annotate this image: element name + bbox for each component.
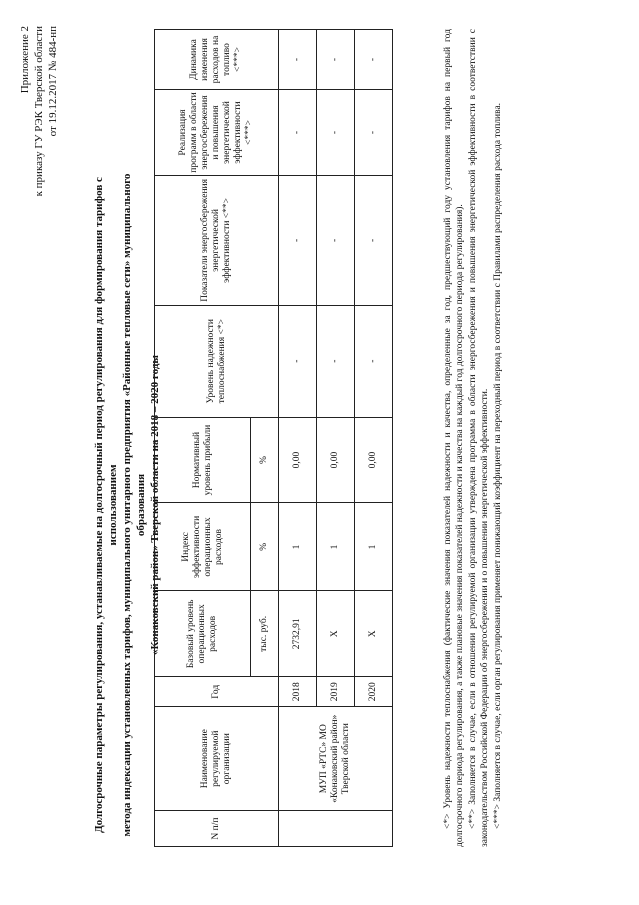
header-num: N п/п (155, 811, 279, 847)
document-title (92, 145, 162, 865)
footnote-3: <***> Заполняется в случае, если орган регулирования применяет понижающий коэффициент на переходный период в соответствии с Правилами распределения расхода топлива. (493, 102, 503, 829)
table-row (279, 30, 317, 847)
appendix-number: Приложение 2 (19, 26, 31, 94)
footnote-2: <**> Заполняется в случае, если в отношении регулируемой организации утверждена программа в области энергосбережения и повышения энергетической эффективности в соответствии с законодательством Российской Федерации об энергосбережении и о повышении энергетической эффективности. (468, 29, 490, 847)
footnote-1: <*> Уровень надежности теплоснабжения (фактические значения показателей надежности и качества, определенные за год, предшествующий году установления тарифов на первый год долгосрочного периода регулирования, а также плановые значения показателей надежности и качества на каждый год долгосрочного периода регулирования). (443, 29, 465, 847)
header-base: Базовый уровень операционных расходов (155, 591, 251, 677)
cell-index: 1 (279, 503, 317, 591)
cell-fuel: - (317, 30, 355, 90)
cell-base: 2732,91 (279, 591, 317, 677)
header-profit: Нормативный уровень прибыли (155, 417, 251, 503)
cell-reliability: - (355, 305, 393, 417)
cell-num (279, 811, 393, 847)
cell-reliability: - (279, 305, 317, 417)
cell-year: 2019 (317, 677, 355, 707)
title-line-3: «Конаковский район» Тверской области на 2018 – 2020 годы (149, 355, 161, 656)
cell-index: 1 (355, 503, 393, 591)
header-program: Реализация программ в области энергосбережения и повышения энергетической эффективности <***> (155, 90, 279, 176)
header-reliability: Уровень надежности теплоснабжения <*> (155, 305, 279, 417)
cell-program: - (317, 90, 355, 176)
cell-fuel: - (279, 30, 317, 90)
cell-profit: 0,00 (355, 417, 393, 503)
header-fuel: Динамика изменения расходов на топливо <***> (155, 30, 279, 90)
cell-year: 2018 (279, 677, 317, 707)
cell-index: 1 (317, 503, 355, 591)
unit-base: тыс. руб. (251, 591, 279, 677)
header-index: Индекс эффективности операционных расходов (155, 503, 251, 591)
footnotes (442, 29, 505, 847)
cell-profit: 0,00 (279, 417, 317, 503)
cell-program: - (279, 90, 317, 176)
appendix-header (18, 26, 60, 196)
unit-index: % (251, 503, 279, 591)
cell-org: МУП «РТС» МО «Конаковский район» Тверской области (279, 707, 393, 811)
cell-profit: 0,00 (317, 417, 355, 503)
header-energy: Показатели энергосбережения энергетической эффективности <**> (155, 176, 279, 306)
header-org: Наименование регулируемой организации (155, 707, 279, 811)
cell-year: 2020 (355, 677, 393, 707)
title-line-2: метода индексации установленных тарифов, муниципального унитарного предприятия «Районные тепловые сети» муниципального образования (121, 173, 147, 837)
cell-fuel: - (355, 30, 393, 90)
appendix-date: от 19.12.2017 № 484-нп (47, 26, 59, 137)
cell-program: - (355, 90, 393, 176)
title-line-1: Долгосрочные параметры регулирования, устанавливаемые на долгосрочный период регулирования для формирования тарифов с использованием (93, 177, 119, 833)
unit-profit: % (251, 417, 279, 503)
cell-reliability: - (317, 305, 355, 417)
parameters-table (154, 29, 393, 847)
header-year: Год (155, 677, 279, 707)
appendix-order: к приказу ГУ РЭК Тверской области (33, 26, 45, 197)
cell-base: X (317, 591, 355, 677)
cell-base: X (355, 591, 393, 677)
table-header-row (155, 30, 251, 847)
cell-energy: - (355, 176, 393, 306)
cell-energy: - (279, 176, 317, 306)
cell-energy: - (317, 176, 355, 306)
